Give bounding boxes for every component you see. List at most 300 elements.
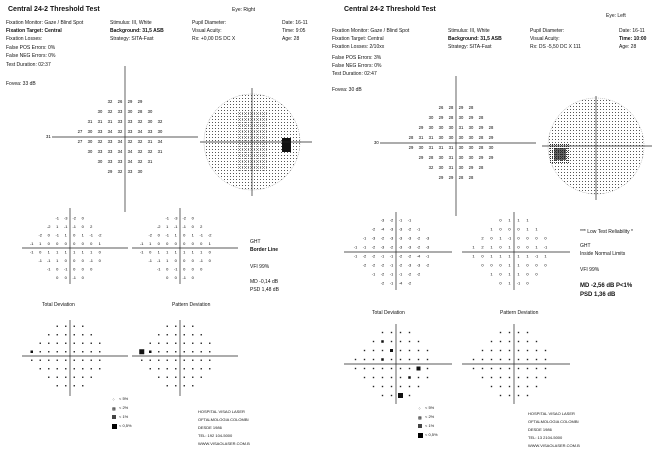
- grid-value: 0: [535, 271, 538, 277]
- right-eye: Eye: Left: [606, 13, 626, 19]
- probability-symbol: [381, 358, 384, 361]
- grid-value: 30: [468, 145, 474, 151]
- probability-symbol: [391, 377, 392, 378]
- grid-value: 1: [517, 217, 520, 223]
- grid-value: -1: [165, 215, 170, 221]
- grid-value: -1: [156, 257, 161, 263]
- grid-value: 30: [87, 149, 93, 155]
- probability-symbol: [500, 350, 501, 351]
- grid-value: 30: [438, 125, 444, 131]
- legend-5-icon: ⁘: [418, 406, 422, 411]
- grid-value: 0: [90, 266, 93, 272]
- probability-symbol: [65, 360, 66, 361]
- left-fixation-losses: Fixation Losses:: [6, 36, 43, 42]
- probability-symbol: [482, 368, 483, 369]
- clinic-line: WWW.VISAOLASER.COM.B: [528, 443, 580, 448]
- clinic-line: TEL: 13 2104-5000: [528, 435, 563, 440]
- grid-value: 27: [77, 139, 83, 145]
- grid-value: 0: [56, 240, 59, 246]
- probability-symbol: [382, 395, 383, 396]
- grid-value: 28: [478, 165, 484, 171]
- grid-value: 30: [147, 119, 153, 125]
- probability-symbol: [400, 332, 401, 333]
- grid-value: 0: [544, 235, 547, 241]
- grid-value: 29: [438, 115, 444, 121]
- grid-value: -1: [38, 257, 43, 263]
- grid-value: -1: [416, 226, 421, 232]
- grid-value: 30: [97, 159, 103, 165]
- grid-value: 1: [535, 226, 538, 232]
- probability-symbol: [57, 385, 58, 386]
- probability-symbol: [65, 385, 66, 386]
- grid-value: 33: [127, 169, 133, 175]
- left-threshold-map: [30, 60, 200, 220]
- grid-value: 1: [535, 244, 538, 250]
- grid-value: 1: [508, 262, 511, 268]
- grid-value: 32: [107, 99, 113, 105]
- probability-symbol: [527, 377, 528, 378]
- grid-value: 30: [468, 155, 474, 161]
- probability-symbol: [201, 377, 202, 378]
- grid-value: 0: [47, 240, 50, 246]
- grid-value: -1: [389, 262, 394, 268]
- grid-value: 0: [499, 262, 502, 268]
- left-ght-label: GHT: [250, 239, 261, 245]
- probability-symbol: [82, 334, 83, 335]
- probability-symbol: [409, 359, 410, 360]
- right-total-deviation-title: Total Deviation: [372, 310, 405, 316]
- legend-2-icon: ▩: [418, 415, 422, 420]
- grid-value: 0: [73, 240, 76, 246]
- grid-value: 1: [56, 257, 59, 263]
- grid-value: 30: [458, 135, 464, 141]
- grid-value: 31: [448, 165, 454, 171]
- probability-symbol: [491, 368, 492, 369]
- grid-value: 1: [499, 235, 502, 241]
- grid-value: 33: [107, 149, 113, 155]
- grid-value: 30: [147, 109, 153, 115]
- left-pattern-deviation-title: Pattern Deviation: [172, 302, 211, 308]
- probability-symbol: [40, 343, 41, 344]
- grid-value: -2: [425, 262, 430, 268]
- probability-symbol: [527, 395, 528, 396]
- legend-05: < 0,5%: [425, 432, 438, 437]
- grid-value: 34: [117, 139, 123, 145]
- probability-symbol: [57, 360, 58, 361]
- grid-value: 29: [137, 99, 143, 105]
- grid-value: 30: [438, 155, 444, 161]
- left-fixation-monitor: Fixation Monitor: Gaze / Blind Spot: [6, 20, 84, 26]
- legend-1: < 1%: [119, 414, 129, 419]
- probability-symbol: [355, 359, 356, 360]
- right-total-deviation-prob: [342, 322, 454, 406]
- probability-symbol: [427, 350, 428, 351]
- grid-value: -3: [425, 235, 430, 241]
- grid-value: 32: [157, 119, 163, 125]
- probability-symbol: [175, 385, 176, 386]
- probability-symbol: [491, 341, 492, 342]
- grid-value: -1: [139, 249, 144, 255]
- grid-value: -3: [371, 235, 376, 241]
- legend-05-icon: [112, 424, 117, 429]
- probability-symbol: [418, 377, 419, 378]
- probability-symbol: [175, 343, 176, 344]
- grid-value: -1: [398, 271, 403, 277]
- grid-value: -1: [72, 223, 77, 229]
- grid-value: 1: [508, 280, 511, 286]
- probability-symbol: [74, 368, 75, 369]
- grid-value: 28: [458, 175, 464, 181]
- grid-value: 0: [166, 266, 169, 272]
- grid-value: -2: [380, 262, 385, 268]
- grid-value: 0: [174, 240, 177, 246]
- grid-value: 28: [488, 125, 494, 131]
- probability-symbol: [400, 368, 401, 369]
- probability-symbol: [175, 368, 176, 369]
- probability-symbol: [192, 343, 193, 344]
- grid-value: -3: [425, 244, 430, 250]
- grid-value: 0: [499, 271, 502, 277]
- probability-symbol: [408, 376, 411, 379]
- probability-symbol: [184, 377, 185, 378]
- grid-value: 1: [191, 232, 194, 238]
- grid-value: 2: [481, 235, 484, 241]
- probability-symbol: [373, 350, 374, 351]
- probability-symbol: [192, 334, 193, 335]
- grid-value: 26: [117, 99, 123, 105]
- probability-symbol: [427, 359, 428, 360]
- grid-value: 0: [535, 235, 538, 241]
- grid-value: -2: [362, 253, 367, 259]
- left-fovea: Fovea: 33 dB: [6, 81, 36, 87]
- probability-symbol: [409, 395, 410, 396]
- probability-symbol: [364, 350, 365, 351]
- legend-5: < 5%: [119, 396, 129, 401]
- grid-value: -2: [407, 280, 412, 286]
- probability-symbol: [500, 332, 501, 333]
- grid-value: -2: [380, 271, 385, 277]
- probability-symbol: [57, 368, 58, 369]
- right-report: [330, 0, 661, 459]
- probability-symbol: [390, 349, 393, 352]
- probability-symbol: [31, 351, 34, 354]
- left-blind-spot: [282, 138, 291, 152]
- probability-symbol: [482, 350, 483, 351]
- right-pattern-deviation-prob: [460, 322, 572, 406]
- probability-symbol: [545, 368, 546, 369]
- grid-value: -2: [389, 244, 394, 250]
- grid-value: -1: [362, 244, 367, 250]
- probability-symbol: [141, 360, 142, 361]
- legend-5: < 5%: [425, 405, 435, 410]
- grid-value: 29: [127, 99, 133, 105]
- grid-value: 30: [418, 145, 424, 151]
- grid-value: 0: [90, 240, 93, 246]
- right-pattern-deviation-title: Pattern Deviation: [500, 310, 539, 316]
- grid-value: 2: [481, 244, 484, 250]
- grid-value: -3: [416, 262, 421, 268]
- grid-value: 0: [200, 266, 203, 272]
- grid-value: 1: [526, 253, 529, 259]
- probability-symbol: [184, 360, 185, 361]
- right-background: Background: 31,5 ASB: [448, 36, 502, 42]
- grid-value: 0: [191, 266, 194, 272]
- grid-value: 0: [526, 235, 529, 241]
- grid-value: -1: [516, 280, 521, 286]
- grid-value: -2: [156, 223, 161, 229]
- right-pattern-deviation-numeric: [460, 210, 572, 292]
- grid-value: 0: [183, 257, 186, 263]
- probability-symbol: [509, 395, 510, 396]
- grid-value: 30: [87, 129, 93, 135]
- right-false-pos: False POS Errors: 3%: [332, 55, 382, 61]
- grid-value: 0: [517, 244, 520, 250]
- grid-value: 30: [468, 135, 474, 141]
- legend-2: < 2%: [119, 405, 129, 410]
- grid-value: -1: [46, 266, 51, 272]
- grid-value: -3: [389, 226, 394, 232]
- grid-value: -1: [199, 257, 204, 263]
- grid-value: 0: [56, 274, 59, 280]
- right-vfi: VFI 99%: [580, 267, 600, 273]
- left-strategy: Strategy: SITA-Fast: [110, 36, 154, 42]
- grid-value: 34: [117, 149, 123, 155]
- probability-symbol: [82, 343, 83, 344]
- right-time: Time: 10:00: [619, 36, 647, 42]
- grid-value: 34: [127, 159, 133, 165]
- grid-value: -1: [89, 257, 94, 263]
- grid-value: 1: [517, 262, 520, 268]
- grid-value: 1: [56, 223, 59, 229]
- legend-1: < 1%: [425, 423, 435, 428]
- probability-symbol: [509, 359, 510, 360]
- grid-value: 0: [526, 244, 529, 250]
- probability-symbol: [209, 368, 210, 369]
- grid-value: 0: [39, 249, 42, 255]
- grid-value: 1: [56, 249, 59, 255]
- probability-symbol: [418, 386, 419, 387]
- grid-value: 0: [81, 266, 84, 272]
- grid-value: -1: [371, 271, 376, 277]
- grid-value: -1: [173, 266, 178, 272]
- probability-symbol: [509, 377, 510, 378]
- grid-value: 1: [508, 244, 511, 250]
- grid-value: -2: [97, 232, 102, 238]
- grid-value: 29: [488, 155, 494, 161]
- grid-value: 32: [117, 129, 123, 135]
- probability-symbol: [409, 350, 410, 351]
- grid-value: -2: [38, 232, 43, 238]
- probability-symbol: [167, 368, 168, 369]
- probability-symbol: [40, 351, 41, 352]
- grid-value: 33: [127, 129, 133, 135]
- grid-value: -2: [46, 223, 51, 229]
- probability-symbol: [48, 343, 49, 344]
- probability-symbol: [150, 360, 151, 361]
- probability-symbol: [82, 385, 83, 386]
- probability-symbol: [201, 368, 202, 369]
- grid-value: -3: [63, 215, 68, 221]
- grid-value: 0: [481, 262, 484, 268]
- grid-value: 30: [468, 125, 474, 131]
- probability-symbol: [209, 351, 210, 352]
- grid-value: -2: [416, 244, 421, 250]
- grid-value: 0: [81, 240, 84, 246]
- probability-symbol: [184, 351, 185, 352]
- grid-value: 1: [191, 249, 194, 255]
- grid-value: 34: [107, 129, 113, 135]
- grid-value: 1: [517, 271, 520, 277]
- grid-value: -2: [371, 226, 376, 232]
- grid-value: -1: [55, 232, 60, 238]
- grid-value: 32: [137, 149, 143, 155]
- probability-symbol: [509, 350, 510, 351]
- probability-symbol: [391, 386, 392, 387]
- grid-value: -1: [199, 232, 204, 238]
- grid-value: 34: [157, 139, 163, 145]
- grid-value: 1: [508, 271, 511, 277]
- probability-symbol: [382, 332, 383, 333]
- right-strategy: Strategy: SITA-Fast: [448, 44, 492, 50]
- probability-symbol: [391, 359, 392, 360]
- right-fixation-monitor: Fixation Monitor: Gaze / Blind Spot: [332, 28, 410, 34]
- grid-value: -1: [29, 249, 34, 255]
- grid-value: 29: [478, 155, 484, 161]
- grid-value: 32: [117, 169, 123, 175]
- probability-symbol: [82, 360, 83, 361]
- side-tick-value: 30: [374, 140, 379, 146]
- clinic-line: TEL: 192 104-5000: [198, 433, 233, 438]
- probability-symbol: [509, 386, 510, 387]
- probability-symbol: [417, 367, 421, 371]
- grid-value: 30: [97, 109, 103, 115]
- grid-value: -1: [55, 215, 60, 221]
- probability-symbol: [491, 350, 492, 351]
- probability-symbol: [158, 351, 159, 352]
- probability-symbol: [391, 395, 392, 396]
- grid-value: 1: [508, 217, 511, 223]
- grid-value: 31: [147, 139, 153, 145]
- grid-value: -1: [173, 223, 178, 229]
- left-pattern-deviation-numeric: [130, 206, 240, 286]
- grid-value: 0: [73, 266, 76, 272]
- grid-value: -1: [72, 274, 77, 280]
- probability-symbol: [192, 326, 193, 327]
- grid-value: -1: [353, 244, 358, 250]
- left-eye: Eye: Right: [232, 7, 256, 13]
- probability-symbol: [57, 351, 58, 352]
- probability-symbol: [400, 386, 401, 387]
- grid-value: 31: [157, 149, 163, 155]
- probability-symbol: [167, 351, 168, 352]
- grid-value: 0: [499, 244, 502, 250]
- probability-symbol: [74, 360, 75, 361]
- probability-symbol: [482, 359, 483, 360]
- grid-value: 28: [468, 105, 474, 111]
- legend-1-icon: [418, 424, 422, 428]
- probability-symbol: [400, 377, 401, 378]
- grid-value: 1: [39, 240, 42, 246]
- grid-value: 0: [183, 266, 186, 272]
- grid-value: 33: [117, 109, 123, 115]
- probability-symbol: [518, 332, 519, 333]
- grid-value: -3: [407, 244, 412, 250]
- grid-value: 0: [81, 257, 84, 263]
- probability-symbol: [150, 368, 151, 369]
- left-test-title: Central 24-2 Threshold Test: [8, 6, 100, 13]
- grid-value: 30: [488, 145, 494, 151]
- probability-symbol: [99, 343, 100, 344]
- grid-value: 32: [147, 149, 153, 155]
- grid-value: 0: [64, 274, 67, 280]
- probability-symbol: [74, 326, 75, 327]
- grid-value: 0: [73, 257, 76, 263]
- probability-symbol: [355, 368, 356, 369]
- grid-value: 0: [499, 217, 502, 223]
- probability-symbol: [48, 334, 49, 335]
- probability-symbol: [382, 350, 383, 351]
- grid-value: 1: [64, 249, 67, 255]
- grid-value: -3: [407, 262, 412, 268]
- grid-value: 29: [408, 145, 414, 151]
- grid-value: -1: [63, 223, 68, 229]
- grid-value: 30: [428, 115, 434, 121]
- probability-symbol: [149, 351, 152, 354]
- probability-symbol: [158, 334, 159, 335]
- probability-symbol: [150, 343, 151, 344]
- probability-symbol: [48, 368, 49, 369]
- probability-symbol: [500, 368, 501, 369]
- probability-symbol: [158, 377, 159, 378]
- grid-value: 29: [458, 105, 464, 111]
- probability-symbol: [391, 332, 392, 333]
- left-date: Date: 16-11: [282, 20, 308, 26]
- left-pupil: Pupil Diameter:: [192, 20, 227, 26]
- grid-value: -1: [353, 253, 358, 259]
- probability-symbol: [518, 350, 519, 351]
- grid-value: -2: [398, 253, 403, 259]
- grid-value: 0: [81, 215, 84, 221]
- probability-symbol: [57, 326, 58, 327]
- probability-symbol: [391, 368, 392, 369]
- grid-value: 0: [490, 235, 493, 241]
- grid-value: 33: [127, 119, 133, 125]
- probability-symbol: [91, 334, 92, 335]
- grid-value: 1: [200, 249, 203, 255]
- right-test-title: Central 24-2 Threshold Test: [344, 6, 436, 13]
- grid-value: 0: [526, 271, 529, 277]
- grid-value: -2: [407, 253, 412, 259]
- probability-symbol: [48, 351, 49, 352]
- probability-symbol: [99, 360, 100, 361]
- probability-symbol: [40, 360, 41, 361]
- grid-value: 1: [472, 253, 475, 259]
- grid-value: 1: [157, 249, 160, 255]
- probability-symbol: [167, 385, 168, 386]
- probability-symbol: [158, 360, 159, 361]
- grid-value: 0: [200, 240, 203, 246]
- probability-symbol: [65, 326, 66, 327]
- grid-value: 1: [499, 253, 502, 259]
- grid-value: 33: [117, 119, 123, 125]
- probability-symbol: [74, 351, 75, 352]
- grid-value: 28: [448, 115, 454, 121]
- probability-symbol: [82, 351, 83, 352]
- grid-value: 28: [478, 135, 484, 141]
- grid-value: 0: [535, 262, 538, 268]
- right-acuity: Visual Acuity:: [530, 36, 560, 42]
- grid-value: 1: [174, 249, 177, 255]
